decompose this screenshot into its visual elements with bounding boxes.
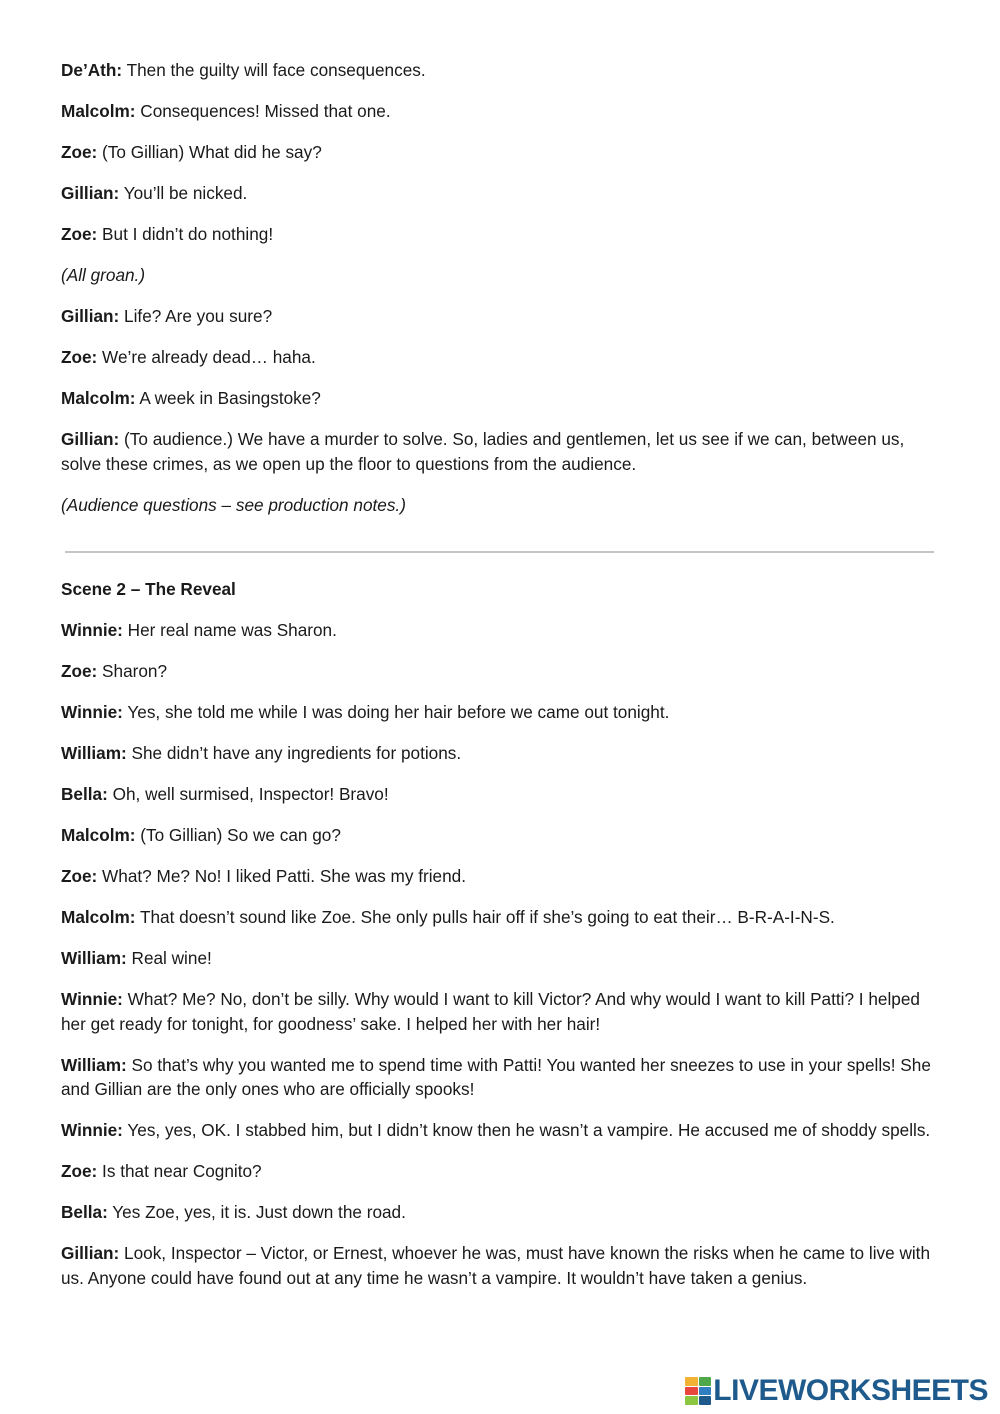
dialogue-text: What? Me? No! I liked Patti. She was my friend.: [97, 866, 467, 886]
speaker-name: Zoe:: [61, 661, 98, 681]
speaker-name: Winnie:: [61, 620, 123, 640]
speaker-name: Gillian:: [61, 1243, 120, 1263]
dialogue-line: [61, 304, 941, 329]
dialogue-text: Yes, she told me while I was doing her hair before we came out tonight.: [122, 702, 670, 722]
dialogue-line: [61, 345, 941, 370]
scene-title: Scene 2 – The Reveal: [61, 579, 236, 599]
dialogue-line: [61, 99, 941, 124]
dialogue-text: Her real name was Sharon.: [122, 620, 337, 640]
dialogue-line: [61, 946, 941, 971]
speaker-name: Winnie:: [61, 989, 123, 1009]
speaker-name: Winnie:: [61, 702, 123, 722]
speaker-name: De’Ath:: [61, 60, 123, 80]
script-scene-2: [61, 577, 941, 1307]
speaker-name: William:: [61, 1054, 127, 1075]
stage-direction: (Audience questions – see production notes.): [61, 494, 406, 515]
dialogue-line: [61, 386, 941, 411]
speaker-name: Zoe:: [61, 1161, 98, 1181]
dialogue-line: [61, 741, 941, 766]
logo-cell: [699, 1396, 712, 1405]
dialogue-line: [61, 58, 941, 83]
speaker-name: Malcolm:: [61, 388, 136, 408]
dialogue-text: So that’s why you wanted me to spend time with Patti! You wanted her sneezes to use in your spells! She and Gillian are the only ones who are officially spooks!: [61, 1054, 931, 1099]
dialogue-text: Is that near Cognito?: [97, 1161, 262, 1181]
speaker-name: William:: [61, 948, 127, 968]
dialogue-line: [61, 140, 941, 165]
dialogue-text: What? Me? No, don’t be silly. Why would I want to kill Victor? And why would I want to kill Patti? I helped her get ready for tonight, for goodness’ sake. I helped her with her hair!: [61, 989, 920, 1034]
dialogue-text: Real wine!: [126, 948, 212, 968]
dialogue-line: [61, 1200, 941, 1225]
speaker-name: Malcolm:: [61, 825, 136, 845]
speaker-name: Gillian:: [61, 183, 120, 203]
dialogue-line: [61, 427, 941, 476]
dialogue-text: (To Gillian) What did he say?: [97, 142, 322, 162]
dialogue-line: [61, 1241, 941, 1290]
speaker-name: Bella:: [61, 784, 108, 804]
dialogue-text: Life? Are you sure?: [119, 306, 273, 326]
dialogue-text: Oh, well surmised, Inspector! Bravo!: [107, 784, 389, 804]
speaker-name: Winnie:: [61, 1120, 123, 1140]
dialogue-line: [61, 1159, 941, 1184]
dialogue-text: A week in Basingstoke?: [135, 388, 321, 408]
dialogue-line: [61, 618, 941, 643]
dialogue-text: (To audience.) We have a murder to solve. So, ladies and gentlemen, let us see if we can, between us, solve these crimes, as we open up the floor to questions from the audience.: [61, 429, 905, 474]
speaker-name: Zoe:: [61, 224, 98, 244]
dialogue-line: [61, 905, 941, 930]
section-divider: [65, 551, 934, 553]
logo-cell: [685, 1377, 698, 1386]
dialogue-text: We’re already dead… haha.: [97, 347, 316, 367]
speaker-name: Zoe:: [61, 347, 98, 367]
watermark-text: LIVEWORKSHEETS: [713, 1374, 988, 1407]
speaker-name: Zoe:: [61, 142, 98, 162]
speaker-name: Malcolm:: [61, 907, 136, 927]
script-part-1: [61, 58, 941, 534]
logo-cell: [685, 1387, 698, 1396]
dialogue-text: Consequences! Missed that one.: [135, 101, 391, 121]
dialogue-text: You’ll be nicked.: [119, 183, 248, 203]
dialogue-line: [61, 700, 941, 725]
dialogue-line: [61, 1053, 941, 1102]
dialogue-line: [61, 864, 941, 889]
speaker-name: Gillian:: [61, 306, 120, 326]
dialogue-line: [61, 1118, 941, 1143]
dialogue-text: But I didn’t do nothing!: [97, 224, 274, 244]
speaker-name: Gillian:: [61, 429, 120, 449]
liveworksheets-logo-icon: [685, 1377, 711, 1405]
dialogue-line: [61, 823, 941, 848]
speaker-name: Malcolm:: [61, 101, 136, 121]
speaker-name: William:: [61, 743, 127, 763]
dialogue-line: [61, 659, 941, 684]
dialogue-text: Sharon?: [97, 661, 168, 681]
dialogue-text: Then the guilty will face consequences.: [122, 60, 426, 80]
dialogue-text: Look, Inspector – Victor, or Ernest, whoever he was, must have known the risks when he came to live with us. Anyone could have found out at any time he wasn’t a vampire. It wouldn’t have taken a genius.: [61, 1243, 931, 1288]
stage-direction: (All groan.): [61, 265, 146, 285]
logo-cell: [685, 1396, 698, 1405]
dialogue-line: [61, 181, 941, 206]
dialogue-text: (To Gillian) So we can go?: [135, 825, 341, 845]
liveworksheets-watermark: [685, 1374, 988, 1408]
speaker-name: Zoe:: [61, 866, 98, 886]
dialogue-text: Yes Zoe, yes, it is. Just down the road.: [107, 1202, 406, 1222]
dialogue-line: [61, 987, 941, 1036]
dialogue-line: [61, 782, 941, 807]
logo-cell: [699, 1387, 712, 1396]
dialogue-line: [61, 222, 941, 247]
dialogue-text: She didn’t have any ingredients for potions.: [126, 743, 462, 763]
logo-cell: [699, 1377, 712, 1386]
dialogue-text: Yes, yes, OK. I stabbed him, but I didn’t know then he wasn’t a vampire. He accused me of shoddy spells.: [122, 1120, 931, 1140]
dialogue-text: That doesn’t sound like Zoe. She only pulls hair off if she’s going to eat their… B-R-A-I-N-S.: [135, 907, 835, 927]
speaker-name: Bella:: [61, 1202, 108, 1222]
